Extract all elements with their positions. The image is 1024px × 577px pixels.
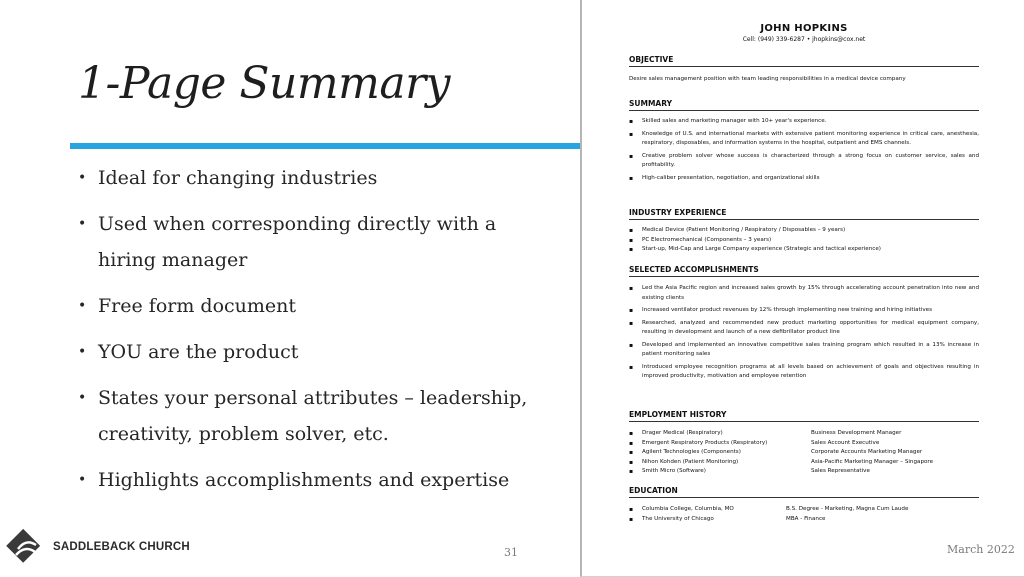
bullet-dot-icon: • — [78, 298, 87, 314]
footer-date: March 2022 — [947, 543, 1015, 556]
resume-summary-heading: SUMMARY — [629, 99, 979, 111]
bullet-list — [78, 160, 558, 508]
slide-title: 1-Page Summary — [78, 58, 450, 109]
resume-name: JOHN HOPKINS — [760, 23, 848, 34]
bullet-item: • Free form document — [78, 288, 558, 324]
footer-brand: SADDLEBACK CHURCH — [53, 541, 190, 553]
resume-employment-row: ▪ Emergent Respiratory Products (Respiratory) Sales Account Executive — [629, 439, 979, 449]
resume-contact: Cell: (949) 339-6287 • jhopkins@cox.net — [742, 36, 866, 43]
resume-sample — [580, 0, 1024, 577]
resume-accomplishment-item: ▪ Led the Asia Pacific region and increased sales growth by 15% through accelerating account penetration into new and existing clients — [629, 284, 979, 303]
resume-education-heading: EDUCATION — [629, 486, 979, 498]
resume-employment-list — [629, 429, 979, 477]
bullet-item: • Used when corresponding directly with a hiring manager — [78, 206, 558, 278]
resume-education-list — [629, 505, 979, 524]
saddleback-logo-icon — [6, 527, 46, 567]
resume-accomplishment-item: ▪ Introduced employee recognition programs at all levels based on achievement of goals and objectives resulting in improved productivity, motivation and employee retention — [629, 363, 979, 382]
resume-accomplishment-item: ▪ Increased ventilator product revenues by 12% through implementing new training and hiring initiatives — [629, 306, 979, 316]
bullet-dot-icon: • — [78, 170, 87, 186]
resume-employment-row: ▪ Agilent Technologies (Components) Corporate Accounts Marketing Manager — [629, 448, 979, 458]
resume-employment-row: ▪ Smith Micro (Software) Sales Representative — [629, 467, 979, 477]
resume-summary-item: ▪ Creative problem solver whose success is characterized through a strong focus on customer service, sales and profitability. — [629, 152, 979, 171]
bullet-dot-icon: • — [78, 390, 87, 406]
resume-employment-row: ▪ Nihon Kohden (Patient Monitoring) Asia-Pacific Marketing Manager – Singapore — [629, 458, 979, 468]
resume-objective-text: Desire sales management position with team leading responsibilities in a medical device company — [629, 76, 906, 82]
resume-education-row: ▪ Columbia College, Columbia, MO B.S. Degree - Marketing, Magna Cum Laude — [629, 505, 979, 515]
resume-industry-item: ▪ PC Electromechanical (Components – 3 years) — [629, 236, 979, 246]
bullet-item: • States your personal attributes – leadership, creativity, problem solver, etc. — [78, 380, 558, 452]
resume-summary-item: ▪ Skilled sales and marketing manager with 10+ year's experience. — [629, 117, 979, 127]
resume-summary-item: ▪ High-caliber presentation, negotiation, and organizational skills — [629, 174, 979, 184]
resume-industry-heading: INDUSTRY EXPERIENCE — [629, 208, 979, 220]
resume-industry-list — [629, 226, 979, 255]
resume-summary-item: ▪ Knowledge of U.S. and international markets with extensive patient monitoring experience in critical care, anesthesia, respiratory, disposables, and information systems in the hospital, outpatient and EMS channels. — [629, 130, 979, 149]
bullet-dot-icon: • — [78, 472, 87, 488]
bullet-dot-icon: • — [78, 216, 87, 232]
resume-accomplishment-item: ▪ Developed and implemented an innovative competitive sales training program which resulted in a 13% increase in patient monitoring sales — [629, 341, 979, 360]
resume-accomplishments-heading: SELECTED ACCOMPLISHMENTS — [629, 265, 979, 277]
bullet-item: • Ideal for changing industries — [78, 160, 558, 196]
resume-objective-heading: OBJECTIVE — [629, 55, 979, 67]
resume-accomplishments-list — [629, 284, 979, 385]
resume-industry-item: ▪ Medical Device (Patient Monitoring / Respiratory / Disposables – 9 years) — [629, 226, 979, 236]
title-divider — [70, 143, 585, 149]
resume-education-row: ▪ The University of Chicago MBA - Finance — [629, 515, 979, 525]
resume-employment-heading: EMPLOYMENT HISTORY — [629, 410, 979, 422]
bullet-dot-icon: • — [78, 344, 87, 360]
resume-employment-row: ▪ Drager Medical (Respiratory) Business Development Manager — [629, 429, 979, 439]
bullet-item: • Highlights accomplishments and expertise — [78, 462, 558, 498]
bullet-item: • YOU are the product — [78, 334, 558, 370]
resume-industry-item: ▪ Start-up, Mid-Cap and Large Company experience (Strategic and tactical experience) — [629, 245, 979, 255]
resume-summary-list — [629, 117, 979, 186]
page-number: 31 — [504, 546, 518, 559]
resume-accomplishment-item: ▪ Researched, analyzed and recommended new product marketing opportunities for medical equipment company, resulting in development and launch of a new defibrillator product line — [629, 319, 979, 338]
